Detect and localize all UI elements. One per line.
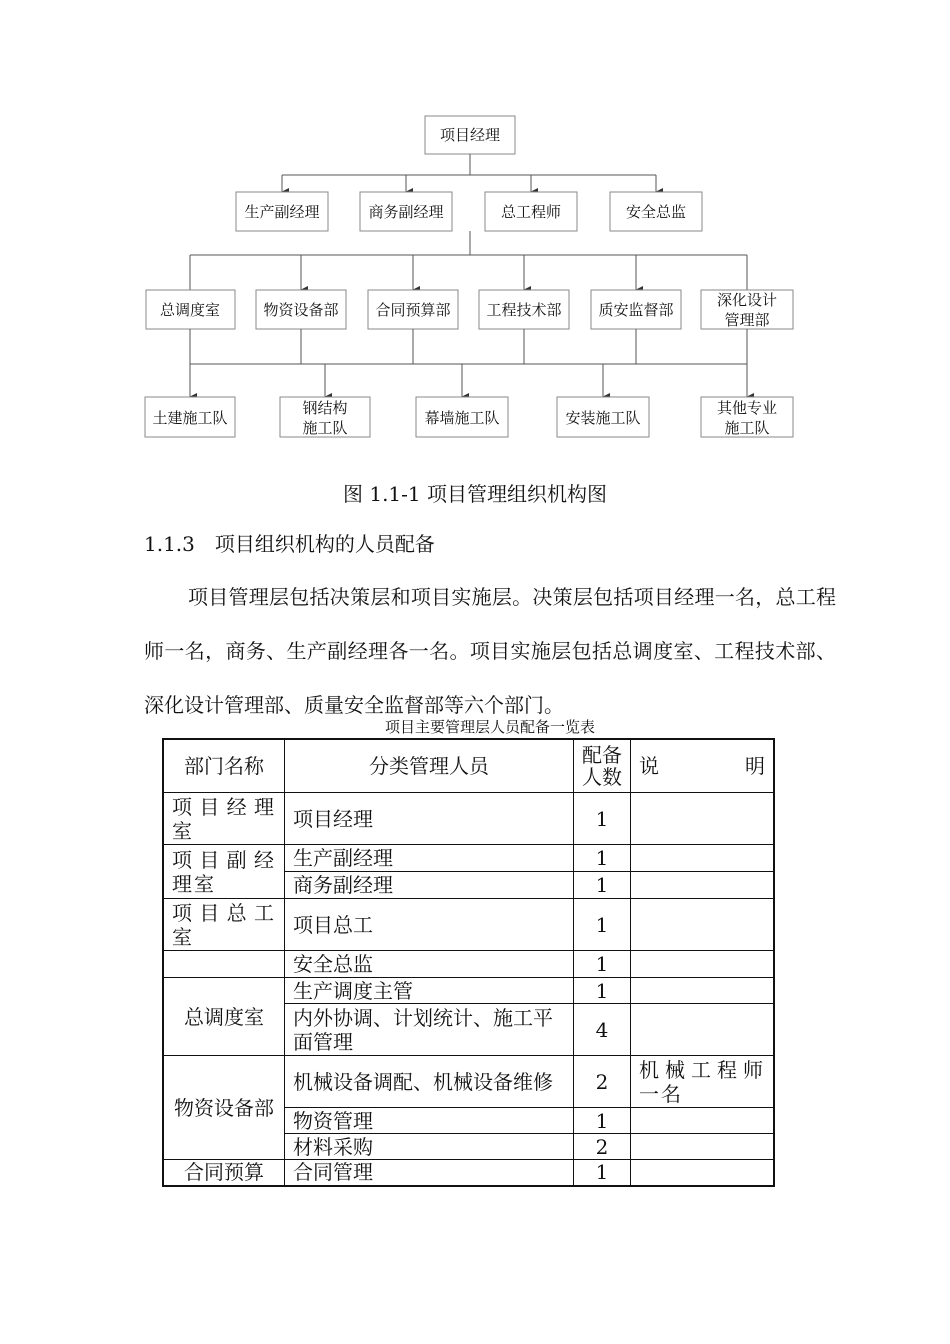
org-node-label: 工程技术部	[486, 301, 562, 319]
org-node-label: 钢结构	[302, 399, 348, 417]
org-node-label: 项目经理	[439, 126, 501, 144]
cell-note	[631, 1160, 775, 1186]
org-node-label: 施工队	[302, 419, 348, 437]
cell-note	[631, 1134, 775, 1160]
org-node-label: 施工队	[724, 419, 770, 437]
table-header-row	[163, 739, 774, 793]
section-heading: 1.1.3 项目组织机构的人员配备	[144, 532, 435, 556]
org-node-label: 商务副经理	[368, 203, 444, 221]
cell-note	[631, 899, 775, 951]
cell-note	[631, 951, 775, 978]
cell-count: 1	[574, 899, 631, 951]
figure-caption: 图 1.1-1 项目管理组织机构图	[342, 482, 607, 506]
cell-note: 机械工程师一名	[631, 1056, 775, 1108]
table-row	[163, 978, 774, 1004]
org-node-label: 总调度室	[159, 301, 221, 319]
cell-note	[631, 793, 775, 845]
org-node-label: 管理部	[724, 311, 770, 329]
cell-count: 4	[574, 1004, 631, 1056]
staffing-table	[162, 738, 775, 1187]
table-row	[163, 1056, 774, 1108]
cell-role: 材料采购	[285, 1134, 574, 1160]
cell-count: 1	[574, 872, 631, 899]
cell-role: 商务副经理	[285, 872, 574, 899]
table-row	[163, 899, 774, 951]
org-node-label: 合同预算部	[375, 301, 451, 319]
cell-role: 物资管理	[285, 1108, 574, 1134]
cell-note	[631, 872, 775, 899]
cell-dept: 物资设备部	[163, 1056, 285, 1160]
cell-note	[631, 1004, 775, 1056]
cell-role: 项目经理	[285, 793, 574, 845]
cell-role: 生产副经理	[285, 845, 574, 872]
body-paragraph: 项目管理层包括决策层和项目实施层。决策层包括项目经理一名，总工程师一名，商务、生产副经理各一名。项目实施层包括总调度室、工程技术部、深化设计管理部、质量安全监督部等六个部门。	[144, 585, 836, 717]
cell-role: 生产调度主管	[285, 978, 574, 1004]
cell-note	[631, 978, 775, 1004]
cell-dept: 项目副经理室	[163, 845, 285, 899]
cell-role: 项目总工	[285, 899, 574, 951]
header-note: 说 明	[631, 739, 775, 793]
cell-count: 1	[574, 1108, 631, 1134]
cell-dept: 总调度室	[163, 978, 285, 1056]
org-node-label: 物资设备部	[263, 301, 339, 319]
cell-count: 1	[574, 978, 631, 1004]
org-node-label: 生产副经理	[244, 203, 320, 221]
org-node-label: 幕墙施工队	[424, 409, 500, 427]
org-node-label: 深化设计	[716, 291, 778, 309]
cell-dept: 项目经理室	[163, 793, 285, 845]
header-dept: 部门名称	[163, 739, 285, 793]
org-node-label: 总工程师	[500, 203, 562, 221]
table-row	[163, 793, 774, 845]
header-count: 配备人数	[574, 739, 631, 793]
cell-count: 1	[574, 951, 631, 978]
cell-note	[631, 845, 775, 872]
cell-dept	[163, 951, 285, 978]
org-node-label: 质安监督部	[598, 301, 674, 319]
org-node-label: 土建施工队	[152, 409, 228, 427]
cell-role: 内外协调、计划统计、施工平面管理	[285, 1004, 574, 1056]
table-row	[163, 845, 774, 872]
org-chart	[0, 0, 950, 450]
org-node-label: 安装施工队	[565, 409, 641, 427]
cell-role: 机械设备调配、机械设备维修	[285, 1056, 574, 1108]
cell-role: 合同管理	[285, 1160, 574, 1186]
cell-dept: 合同预算	[163, 1160, 285, 1186]
table-row	[163, 951, 774, 978]
cell-role: 安全总监	[285, 951, 574, 978]
cell-dept: 项目总工室	[163, 899, 285, 951]
table-row	[163, 1160, 774, 1186]
cell-count: 2	[574, 1134, 631, 1160]
cell-count: 1	[574, 793, 631, 845]
table-caption: 项目主要管理层人员配备一览表	[384, 718, 595, 736]
cell-note	[631, 1108, 775, 1134]
cell-count: 1	[574, 845, 631, 872]
cell-count: 2	[574, 1056, 631, 1108]
org-node-label: 安全总监	[625, 203, 687, 221]
org-node-label: 其他专业	[716, 399, 778, 417]
cell-count: 1	[574, 1160, 631, 1186]
header-role: 分类管理人员	[285, 739, 574, 793]
